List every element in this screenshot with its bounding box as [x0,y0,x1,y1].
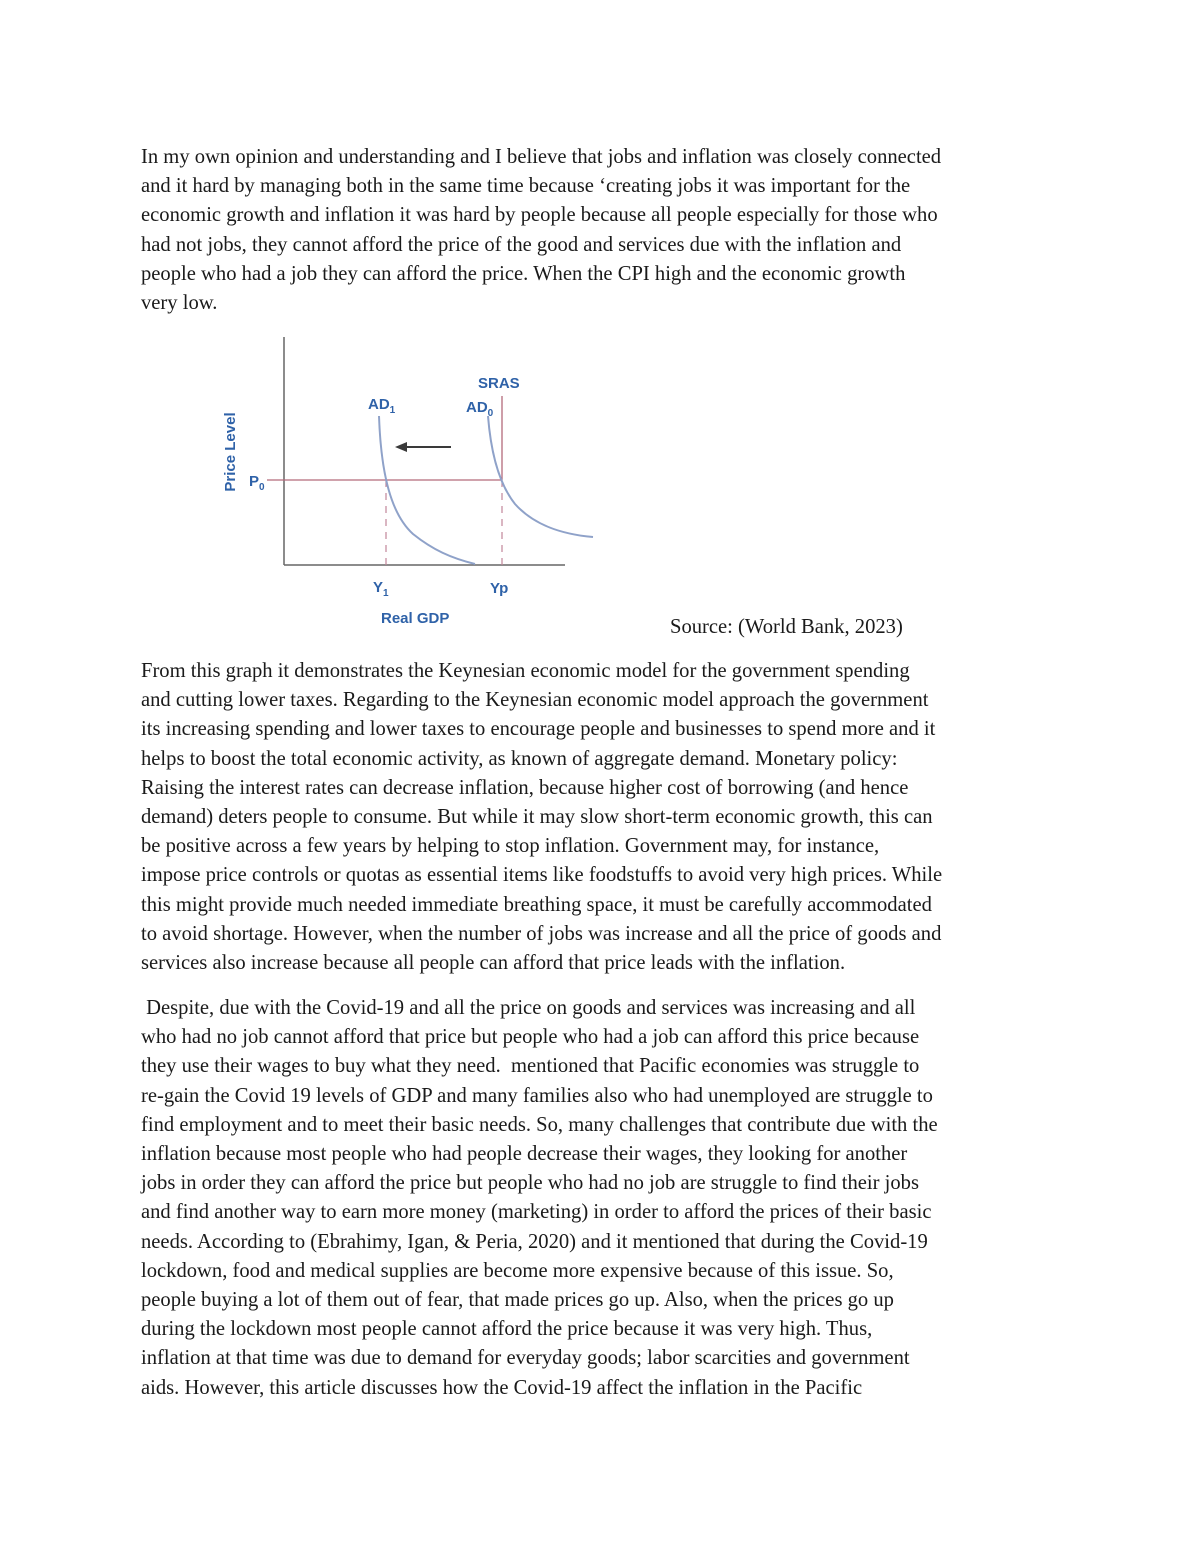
text-line: had not jobs, they cannot afford the price of the good and services due with the inflation and [141,233,902,256]
text-line: helps to boost the total economic activity, as known of aggregate demand. Monetary policy: [141,747,898,770]
text-line: very low. [141,292,218,315]
ad-sras-figure [141,334,661,640]
paragraph-1 [141,143,1066,318]
text-line: inflation because most people who had people decrease their wages, they looking for another [141,1143,908,1166]
text-line: this might provide much needed immediate breathing space, it must be carefully accommodated [141,893,932,916]
text-line: In my own opinion and understanding and I believe that jobs and inflation was closely connected [141,146,942,168]
text-line: who had no job cannot afford that price but people who had a job can afford this price because [141,1026,920,1049]
sras-label: SRAS [478,375,520,392]
text-line: economic growth and inflation it was hard by people because all people especially for those who [141,204,938,227]
text-line: to avoid shortage. However, when the number of jobs was increase and all the price of goods and [141,922,942,945]
x-axis-label: Real GDP [381,610,450,627]
text-line: aids. However, this article discusses how the Covid-19 affect the inflation in the Pacific [141,1376,863,1399]
text-line: people buying a lot of them out of fear, that made prices go up. Also, when the prices go up [141,1289,894,1312]
paragraph-2 [141,657,1066,978]
text-line: needs. According to (Ebrahimy, Igan, & Peria, 2020) and it mentioned that during the Covid-19 [141,1230,928,1253]
text-line: re-gain the Covid 19 levels of GDP and many families also who had unemployed are struggle to [141,1084,933,1107]
figure-caption: Source: (World Bank, 2023) [670,616,903,638]
text-line: its increasing spending and lower taxes to encourage people and businesses to spend more and it [141,718,936,741]
text-line: and cutting lower taxes. Regarding to the Keynesian economic model approach the government [141,689,929,712]
text-line: Raising the interest rates can decrease inflation, because higher cost of borrowing (and hence [141,776,909,799]
text-line: people who had a job they can afford the price. When the CPI high and the economic growth [141,262,906,285]
text-line: they use their wages to buy what they need. mentioned that Pacific economies was struggle to [141,1055,920,1078]
text-line: lockdown, food and medical supplies are become more expensive because of this issue. So, [141,1259,894,1282]
ad0-label: $AD_0$ [466,399,494,419]
text-line: and find another way to earn more money (marketing) in order to afford the prices of their basic [141,1201,932,1224]
text-line: and it hard by managing both in the same time because ‘creating jobs it was important for the [141,175,911,198]
ad-sras-diagram [141,334,661,640]
text-line: Despite, due with the Covid-19 and all the price on goods and services was increasing and all [141,997,916,1019]
text-line: impose price controls or quotas as essential items like foodstuffs to avoid very high prices. While [141,864,943,887]
text-line: From this graph it demonstrates the Keynesian economic model for the government spending [141,660,910,682]
y1-label: $Y_1$ [373,579,389,599]
text-line: jobs in order they can afford the price but people who had no job are struggle to find their jobs [141,1172,919,1195]
text-line: services also increase because all people can afford that price leads with the inflation. [141,952,846,975]
text-line: inflation at that time was due to demand for everyday goods; labor scarcities and government [141,1347,910,1370]
text-line: be positive across a few years by helping to stop inflation. Government may, for instance, [141,835,880,858]
text-line: during the lockdown most people cannot afford the price because it was very high. Thus, [141,1318,873,1341]
yp-label: Yp [490,580,509,597]
paragraph-3 [141,994,1066,1403]
text-line: demand) deters people to consume. But while it may slow short-term economic growth, this can [141,806,933,829]
text-line: find employment and to meet their basic needs. So, many challenges that contribute due with the [141,1113,938,1136]
y-axis-label: Price Level [222,412,239,492]
price-tick-label: $P_0$ [249,473,265,493]
ad1-label: $AD_1$ [368,396,396,416]
